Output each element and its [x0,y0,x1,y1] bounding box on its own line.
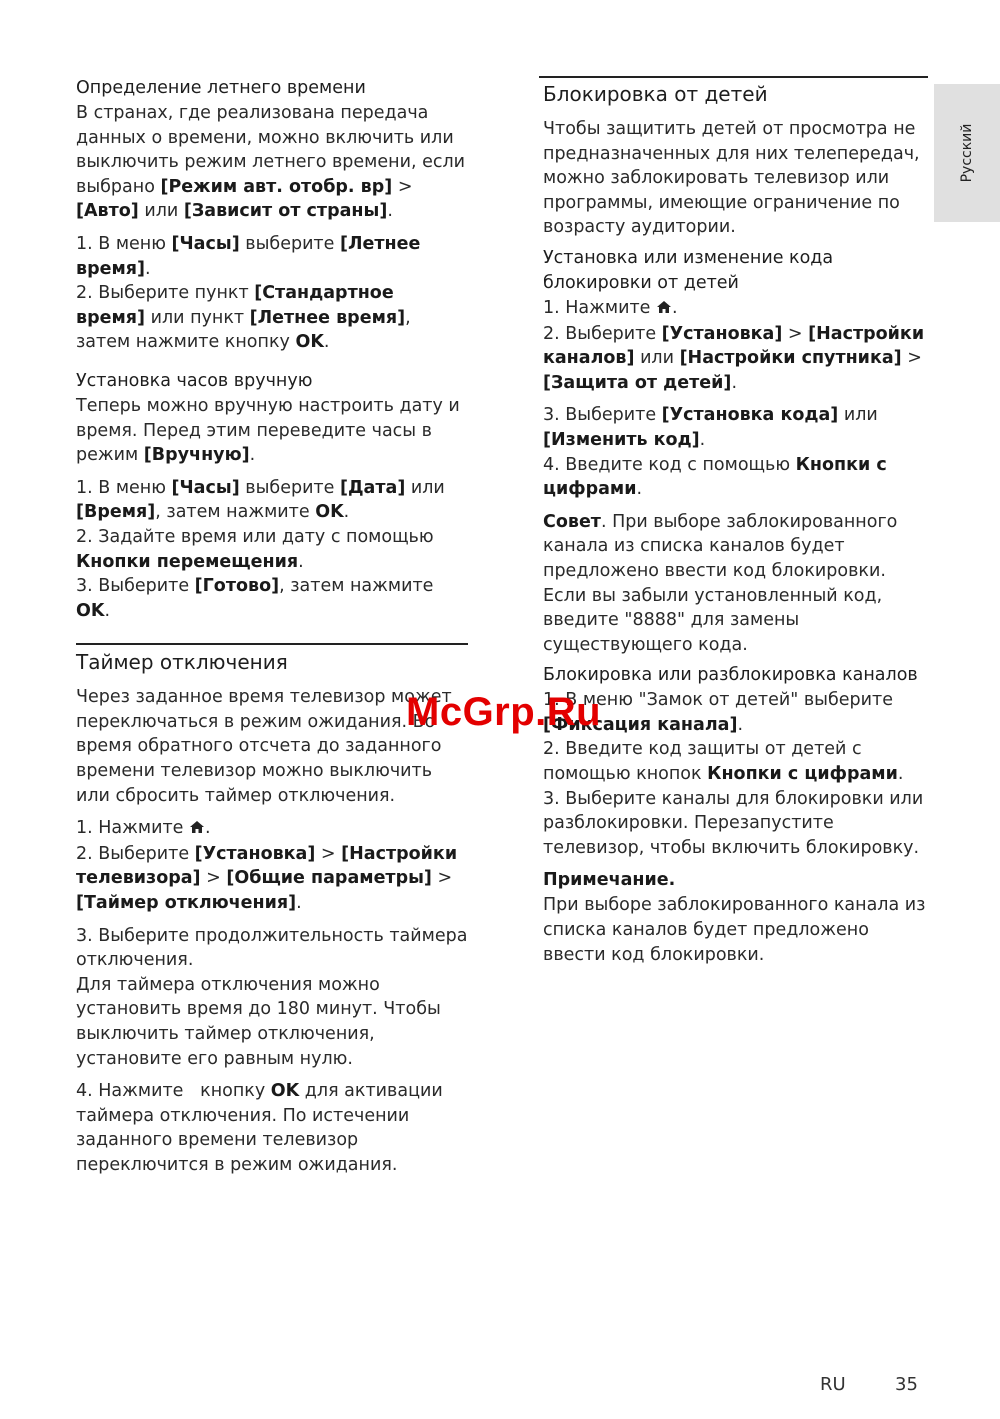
page-number: 35 [895,1374,918,1395]
left-column [76,76,468,1178]
dst-step-1: 1. В меню [Часы] выберите [Летнее время]. [76,233,421,279]
footer-language: RU [820,1374,846,1395]
dst-intro: В странах, где реализована передача данных о времени, можно включить или выключить режим летнего времени, если выбрано [Режим авт. отобр. вр] > [Авто] или [Зависит от страны]. [76,103,466,222]
sleep-step-4: 4. Нажмите кнопку OK для активации таймера отключения. По истечении заданного времени телевизор переключится в режим ожидания. [76,1081,443,1175]
right-column [543,76,928,967]
dst-step-2: 2. Выберите пункт [Стандартное время] или пункт [Летнее время], затем нажмите кнопку OK. [76,283,411,353]
channel-lock-heading: Блокировка или разблокировка каналов [543,665,918,686]
home-icon [189,817,205,842]
language-side-tab [934,84,1000,222]
manual-clock-heading: Установка часов вручную [76,370,313,391]
code-heading: Установка или изменение кода блокировки от детей [543,247,834,293]
note-heading: Примечание. [543,870,676,891]
watermark: McGrp.Ru [406,690,602,734]
channel-step-1: 1. В меню "Замок от детей" выберите [Фиксация канала]. [543,690,893,735]
manual-step-1: 1. В меню [Часы] выберите [Дата] или [Время], затем нажмите OK. [76,477,445,523]
home-icon [656,297,672,322]
sleep-timer-heading: Таймер отключения [76,650,288,675]
language-label: Русский [959,123,975,183]
child-lock-heading: Блокировка от детей [543,82,768,106]
sleep-step-1: 1. Нажмите . [76,816,468,842]
sleep-step-2: 2. Выберите [Установка] > [Настройки телевизора] > [Общие параметры] > [Таймер отключения]. [76,843,458,914]
sleep-intro: Через заданное время телевизор может переключаться в режим ожидания. Во время обратного отсчета до заданного времени телевизор можно выключить или сбросить таймер отключения. [76,687,452,806]
manual-step-2: 2. Задайте время или дату с помощью Кнопки перемещения. [76,526,434,572]
tip-paragraph: Совет. При выборе заблокированного канала из списка каналов будет предложено ввести код блокировки. Если вы забыли установленный код, введите "8888" для замены существующего кода. [543,511,898,655]
child-lock-intro: Чтобы защитить детей от просмотра не предназначенных для них телепередач, можно заблокировать телевизор или программы, имеющие ограничение по возрасту аудитории. [543,119,920,238]
channel-step-2: 2. Введите код защиты от детей с помощью кнопок Кнопки с цифрами. [543,739,904,785]
note-text: При выборе заблокированного канала из списка каналов будет предложено ввести код блокировки. [543,895,926,965]
dst-heading: Определение летнего времени [76,78,366,98]
code-step-4: 4. Введите код с помощью Кнопки с цифрами. [543,454,887,500]
channel-step-3: 3. Выберите каналы для блокировки или разблокировки. Перезапустите телевизор, чтобы включить блокировку. [543,788,924,858]
manual-step-3: 3. Выберите [Готово], затем нажмите OK. [76,576,434,621]
code-step-1: 1. Нажмите . [543,296,928,322]
code-step-3: 3. Выберите [Установка кода] или [Изменить код]. [543,405,878,450]
manual-intro: Теперь можно вручную настроить дату и время. Перед этим переведите часы в режим [Вручную]. [76,395,460,466]
code-step-2: 2. Выберите [Установка] > [Настройки каналов] или [Настройки спутника] > [Защита от детей]. [543,323,925,393]
sleep-step-3: 3. Выберите продолжительность таймера отключения. [76,925,468,971]
sleep-note: Для таймера отключения можно установить время до 180 минут. Чтобы выключить таймер отключения, установите его равным нулю. [76,974,441,1069]
